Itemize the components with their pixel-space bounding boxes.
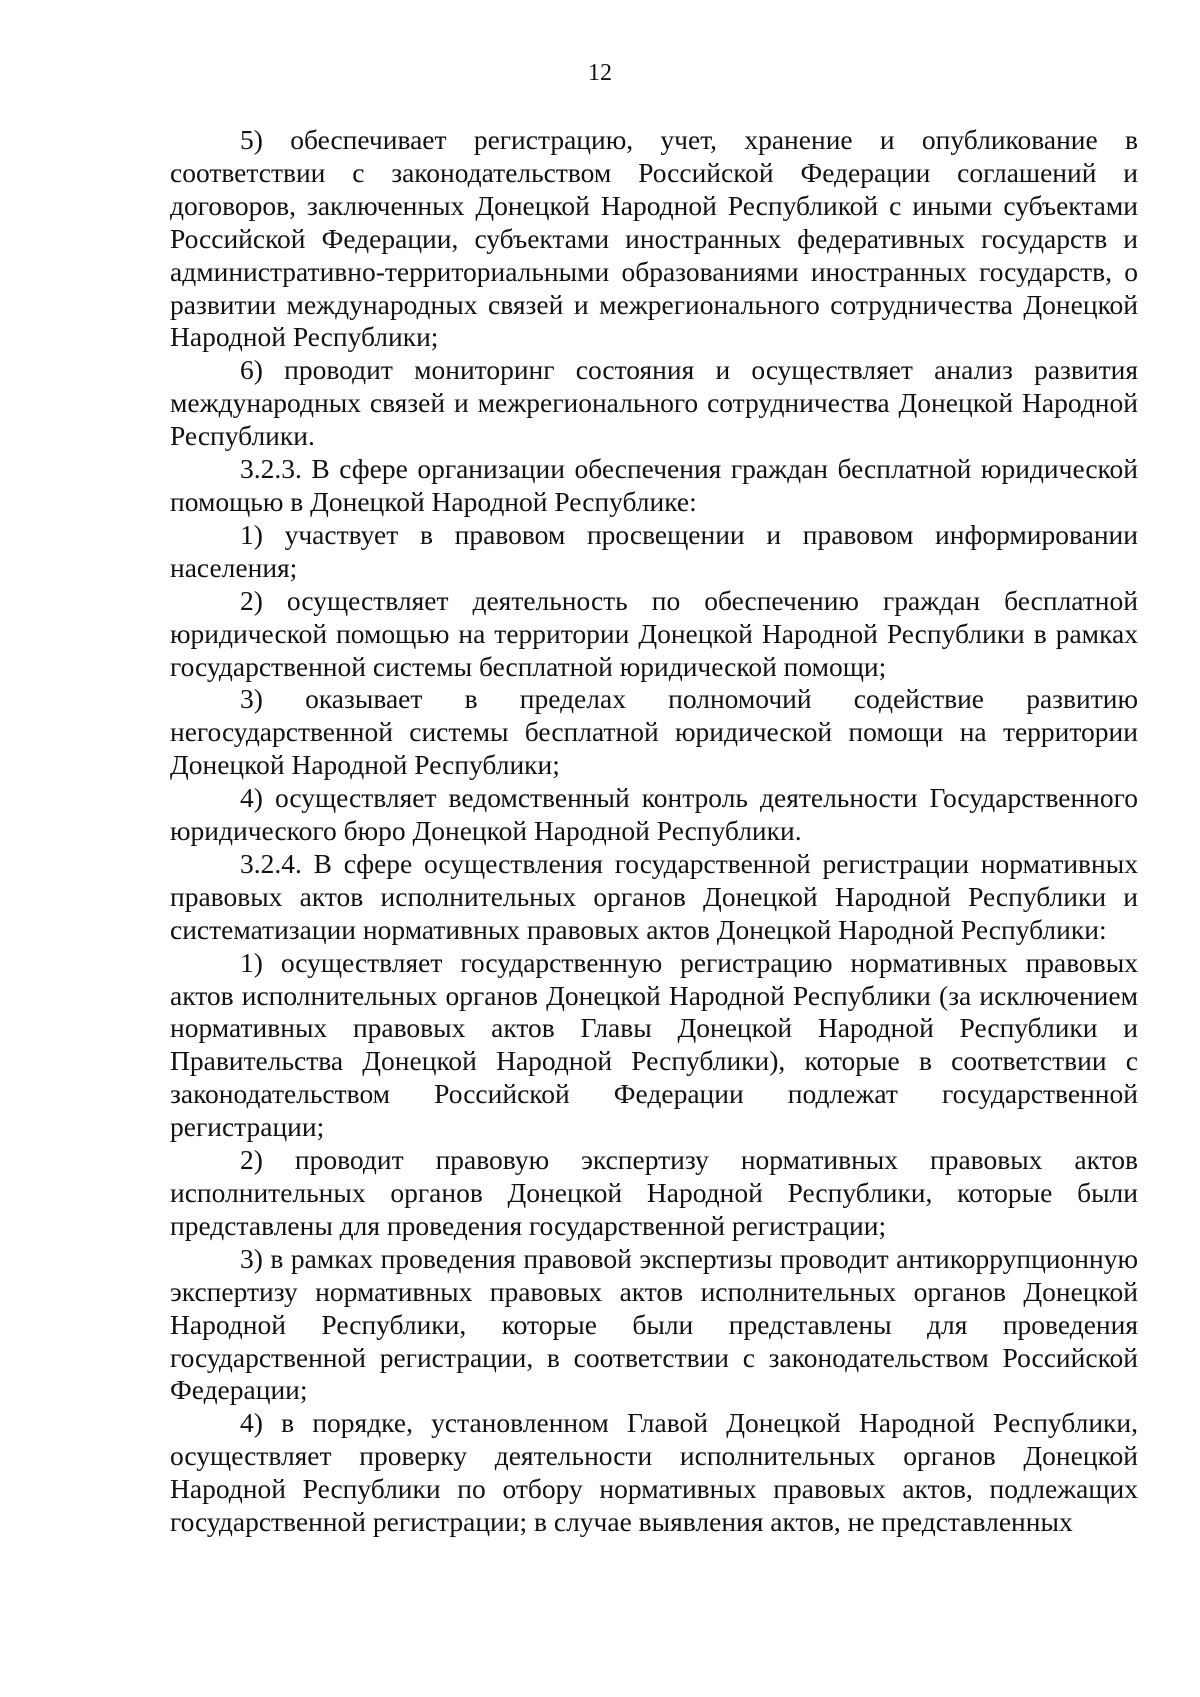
paragraph-item-5-registration: 5) обеспечивает регистрацию, учет, хранение и опубликование в соответствии с законодательством Российской Федерации соглашений и договоров, заключенных Донецкой Народной Республикой с иными субъектами Российской Федерации, субъектами иностранных федеративных государств и административно-территориальными образованиями иностранных государств, о развитии международных связей и межрегионального сотрудничества Донецкой Народной Республики; — [170, 124, 1138, 353]
paragraph-departmental-control: 4) осуществляет ведомственный контроль деятельности Государственного юридического бюро Донецкой Народной Республики. — [170, 782, 1138, 847]
section-heading-3-2-4: 3.2.4. В сфере осуществления государственной регистрации нормативных правовых актов исполнительных органов Донецкой Народной Республики и систематизации нормативных правовых актов Донецкой Народной Республики: — [170, 847, 1138, 945]
paragraph-item-6-monitoring: 6) проводит мониторинг состояния и осуществляет анализ развития международных связей и межрегионального сотрудничества Донецкой Народной Республики. — [170, 354, 1138, 452]
page-number: 12 — [588, 60, 612, 86]
paragraph-anticorruption-expertise: 3) в рамках проведения правовой экспертизы проводит антикоррупционную экспертизу нормативных правовых актов исполнительных органов Донецкой Народной Республики, которые были представлены для проведения государственной регистрации, в соответствии с законодательством Российской Федерации; — [170, 1242, 1138, 1406]
paragraph-free-legal-aid: 2) осуществляет деятельность по обеспечению граждан бесплатной юридической помощью на территории Донецкой Народной Республики в рамках государственной системы бесплатной юридической помощи; — [170, 584, 1138, 682]
paragraph-legal-expertise: 2) проводит правовую экспертизу нормативных правовых актов исполнительных органов Донецкой Народной Республики, которые были представлены для проведения государственной регистрации; — [170, 1144, 1138, 1241]
section-heading-3-2-3: 3.2.3. В сфере организации обеспечения граждан бесплатной юридической помощью в Донецкой Народной Республике: — [170, 453, 1138, 517]
document-body — [170, 124, 1138, 1539]
paragraph-activity-inspection: 4) в порядке, установленном Главой Донецкой Народной Республики, осуществляет проверку деятельности исполнительных органов Донецкой Народной Республики по отбору нормативных правовых актов, подлежащих государственной регистрации; в случае выявления актов, не представленных — [170, 1407, 1138, 1538]
paragraph-state-registration: 1) осуществляет государственную регистрацию нормативных правовых актов исполнительных органов Донецкой Народной Республики (за исключением нормативных правовых актов Главы Донецкой Народной Республики и Правительства Донецкой Народной Республики), которые в соответствии с законодательством Российской Федерации подлежат государственной регистрации; — [170, 946, 1138, 1143]
paragraph-legal-education: 1) участвует в правовом просвещении и правовом информировании населения; — [170, 518, 1138, 583]
paragraph-non-state-legal-aid: 3) оказывает в пределах полномочий содействие развитию негосударственной системы бесплатной юридической помощи на территории Донецкой Народной Республики; — [170, 683, 1138, 781]
